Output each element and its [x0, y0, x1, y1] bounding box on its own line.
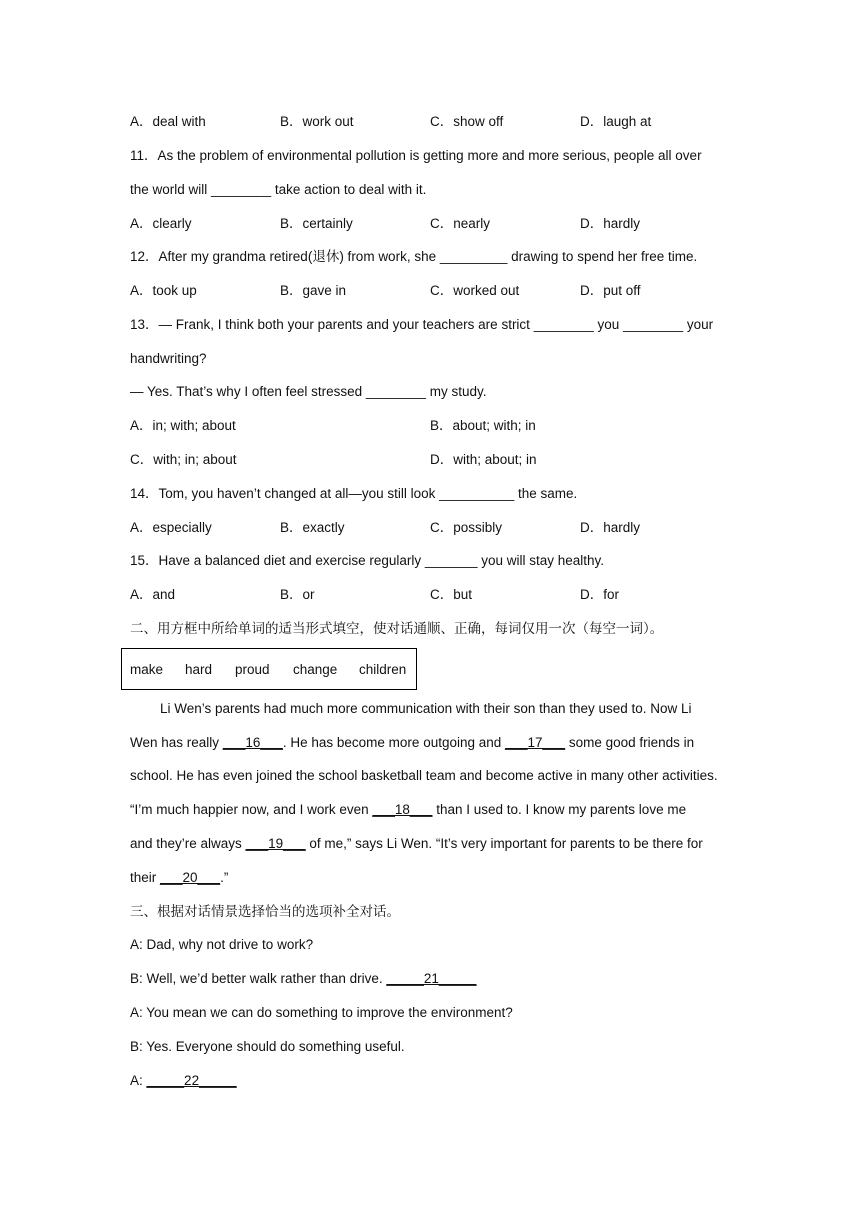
q12-text-line1: 12．After my grandma retired(退休) from work, she _________ drawing to spend her free time. — [130, 249, 698, 264]
q13-text-line1: 13．— Frank, I think both your parents and your teachers are strict ________ you ________ your — [130, 317, 714, 332]
word-bank-item: make — [130, 662, 164, 677]
passage-text: “I’m much happier now, and I work even — [130, 802, 373, 817]
passage-text: than I used to. I know my parents love me — [432, 802, 687, 817]
q13-option-b: B．about; with; in — [430, 418, 536, 433]
dialogue-text: B: Well, we’d better walk rather than drive. — [130, 971, 387, 986]
passage-line6 — [130, 869, 228, 887]
q12-option-a: A．took up — [130, 283, 197, 298]
q14-option-d: D．hardly — [580, 520, 641, 535]
passage-line5 — [130, 835, 703, 853]
passage-text: of me,” says Li Wen. “It’s very important for parents to be there for — [305, 836, 703, 851]
passage-line1: Li Wen’s parents had much more communication with their son than they used to. Now Li — [160, 701, 692, 716]
q15-text-line1: 15．Have a balanced diet and exercise regularly _______ you will stay healthy. — [130, 553, 605, 568]
q15-option-d: D．for — [580, 587, 620, 602]
q11-text-line1: 11．As the problem of environmental pollution is getting more and more serious, people all over — [130, 148, 702, 163]
dialogue-line1: A: Dad, why not drive to work? — [130, 937, 314, 952]
blank-18[interactable]: ___18___ — [372, 802, 433, 817]
word-bank-box — [121, 648, 417, 690]
word-bank-item: children — [359, 662, 407, 677]
q11-option-d: D．hardly — [580, 216, 641, 231]
q11-option-b: B．certainly — [280, 216, 353, 231]
q15-option-a: A．and — [130, 587, 176, 602]
dialogue-line3: A: You mean we can do something to improve the environment? — [130, 1005, 513, 1020]
passage-text: their — [130, 870, 161, 885]
passage-line3: school. He has even joined the school basketball team and become active in many other activities. — [130, 768, 718, 783]
blank-19[interactable]: ___19___ — [245, 836, 306, 851]
q10-option-a: A．deal with — [130, 114, 206, 129]
blank-21[interactable]: _____21_____ — [386, 971, 477, 986]
q15-option-c: C．but — [430, 587, 473, 602]
blank-22[interactable]: _____22_____ — [146, 1073, 237, 1088]
section2-heading: 二、用方框中所给单词的适当形式填空，使对话通顺、正确，每词仅用一次（每空一词）。 — [130, 621, 664, 637]
section3-heading: 三、根据对话情景选择恰当的选项补全对话。 — [130, 904, 400, 920]
word-bank-item: hard — [185, 662, 213, 677]
q13-text-line2: handwriting? — [130, 351, 207, 366]
q13-option-a: A．in; with; about — [130, 418, 236, 433]
q14-option-b: B．exactly — [280, 520, 345, 535]
q13-option-d: D．with; about; in — [430, 452, 537, 467]
q11-text-line2: the world will ________ take action to deal with it. — [130, 182, 427, 197]
passage-line2 — [130, 734, 694, 752]
q13-text-line3: — Yes. That’s why I often feel stressed ________ my study. — [130, 384, 487, 399]
q12-option-b: B．gave in — [280, 283, 347, 298]
blank-17[interactable]: ___17___ — [505, 735, 566, 750]
q10-option-d: D．laugh at — [580, 114, 652, 129]
dialogue-line4: B: Yes. Everyone should do something useful. — [130, 1039, 405, 1054]
q14-option-c: C．possibly — [430, 520, 503, 535]
dialogue-line5 — [130, 1072, 237, 1090]
q15-option-b: B．or — [280, 587, 315, 602]
passage-text: some good friends in — [565, 735, 695, 750]
blank-20[interactable]: ___20___ — [160, 870, 221, 885]
word-bank-item: change — [293, 662, 338, 677]
dialogue-line2 — [130, 970, 476, 988]
blank-16[interactable]: ___16___ — [222, 735, 283, 750]
q11-option-a: A．clearly — [130, 216, 192, 231]
passage-text: Wen has really — [130, 735, 223, 750]
passage-text: .” — [220, 870, 229, 885]
passage-text: . He has become more outgoing and — [282, 735, 506, 750]
q10-option-b: B．work out — [280, 114, 354, 129]
q14-option-a: A．especially — [130, 520, 212, 535]
q12-option-c: C．worked out — [430, 283, 520, 298]
passage-text: and they’re always — [130, 836, 246, 851]
word-bank-item: proud — [235, 662, 270, 677]
passage-line4 — [130, 801, 686, 819]
q14-text-line1: 14．Tom, you haven’t changed at all—you still look __________ the same. — [130, 486, 578, 501]
dialogue-text: A: — [130, 1073, 147, 1088]
q10-option-c: C．show off — [430, 114, 504, 129]
q12-option-d: D．put off — [580, 283, 641, 298]
q13-option-c: C．with; in; about — [130, 452, 237, 467]
q11-option-c: C．nearly — [430, 216, 491, 231]
